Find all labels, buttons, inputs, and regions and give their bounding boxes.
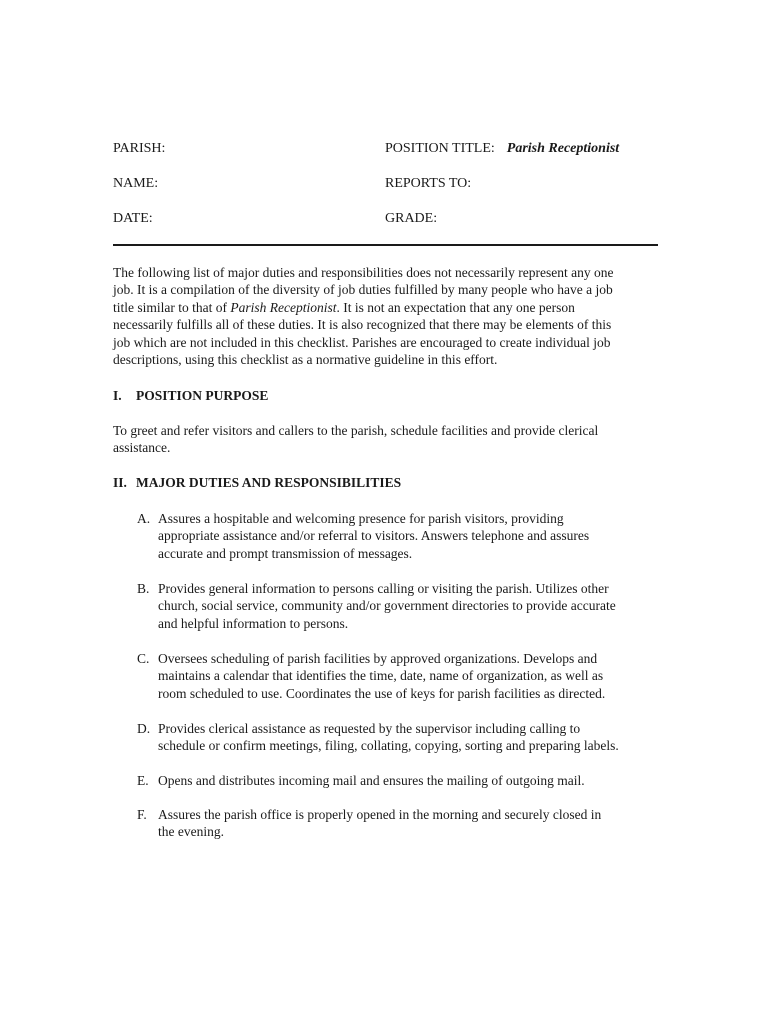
intro-emphasis: Parish Receptionist — [230, 299, 337, 315]
grade-label: GRADE: — [385, 211, 438, 226]
intro-line: job which are not included in this checklist. Parishes are encouraged to create individual job — [113, 334, 611, 350]
position-title-label: POSITION TITLE: — [385, 141, 495, 156]
duty-line: Assures the parish office is properly opened in the morning and securely closed in — [158, 807, 602, 822]
duty-text — [158, 510, 663, 562]
purpose-line: assistance. — [113, 440, 171, 456]
intro-line: The following list of major duties and responsibilities does not necessarily represent any one — [113, 265, 614, 280]
duty-letter: A. — [137, 511, 151, 526]
duty-letter: C. — [137, 651, 150, 666]
duty-text — [158, 650, 663, 702]
duty-line: accurate and prompt transmission of messages. — [158, 545, 413, 561]
purpose-paragraph — [113, 422, 661, 457]
position-title-field — [385, 140, 619, 158]
section-number: II. — [113, 475, 127, 490]
duty-line: appropriate assistance and/or referral to visitors. Answers telephone and assures — [158, 528, 590, 544]
header-divider — [113, 244, 658, 246]
duty-text — [158, 806, 663, 841]
intro-line-text: . It is not an expectation that any one person — [336, 299, 575, 315]
intro-line: job. It is a compilation of the diversity of job duties fulfilled by many people who have a job — [113, 282, 613, 298]
section-heading-purpose — [113, 387, 268, 404]
duty-line: Provides clerical assistance as requested by the supervisor including calling to — [158, 721, 581, 736]
duty-line: Provides general information to persons calling or visiting the parish. Utilizes other — [158, 581, 609, 596]
duty-line: Oversees scheduling of parish facilities by approved organizations. Develops and — [158, 651, 598, 666]
purpose-line: To greet and refer visitors and callers to the parish, schedule facilities and provide clerical — [113, 423, 599, 438]
intro-paragraph — [113, 264, 661, 368]
reports-to-label: REPORTS TO: — [385, 176, 472, 191]
intro-line: necessarily fulfills all of these duties. It is also recognized that there may be elements of this — [113, 317, 612, 333]
duty-line: maintains a calendar that identifies the time, date, name of organization, as well as — [158, 668, 604, 684]
duty-text — [158, 580, 663, 632]
intro-line-text: title similar to that of — [113, 299, 231, 315]
section-number: I. — [113, 388, 122, 403]
duty-text — [158, 720, 663, 755]
duty-line: room scheduled to use. Coordinates the use of keys for parish facilities as directed. — [158, 685, 606, 701]
duty-line: Opens and distributes incoming mail and ensures the mailing of outgoing mail. — [158, 773, 585, 788]
duty-letter: D. — [137, 721, 151, 736]
duty-letter: E. — [137, 773, 149, 788]
duty-letter: B. — [137, 581, 150, 596]
intro-line — [113, 299, 661, 316]
section-heading-duties — [113, 474, 401, 491]
parish-label: PARISH: — [113, 141, 166, 156]
duty-line: Assures a hospitable and welcoming presence for parish visitors, providing — [158, 511, 564, 526]
position-title-value: Parish Receptionist — [506, 141, 620, 156]
section-title: MAJOR DUTIES AND RESPONSIBILITIES — [136, 475, 402, 490]
name-label: NAME: — [113, 176, 159, 191]
duty-line: and helpful information to persons. — [158, 615, 349, 631]
duty-line: church, social service, community and/or government directories to provide accurate — [158, 598, 616, 614]
date-label: DATE: — [113, 211, 153, 226]
duty-line: schedule or confirm meetings, filing, collating, copying, sorting and preparing labels. — [158, 738, 619, 754]
duty-text — [158, 772, 663, 789]
duty-line: the evening. — [158, 824, 224, 840]
duty-letter: F. — [137, 807, 147, 822]
section-title: POSITION PURPOSE — [136, 388, 269, 403]
intro-line: descriptions, using this checklist as a normative guideline in this effort. — [113, 352, 498, 368]
